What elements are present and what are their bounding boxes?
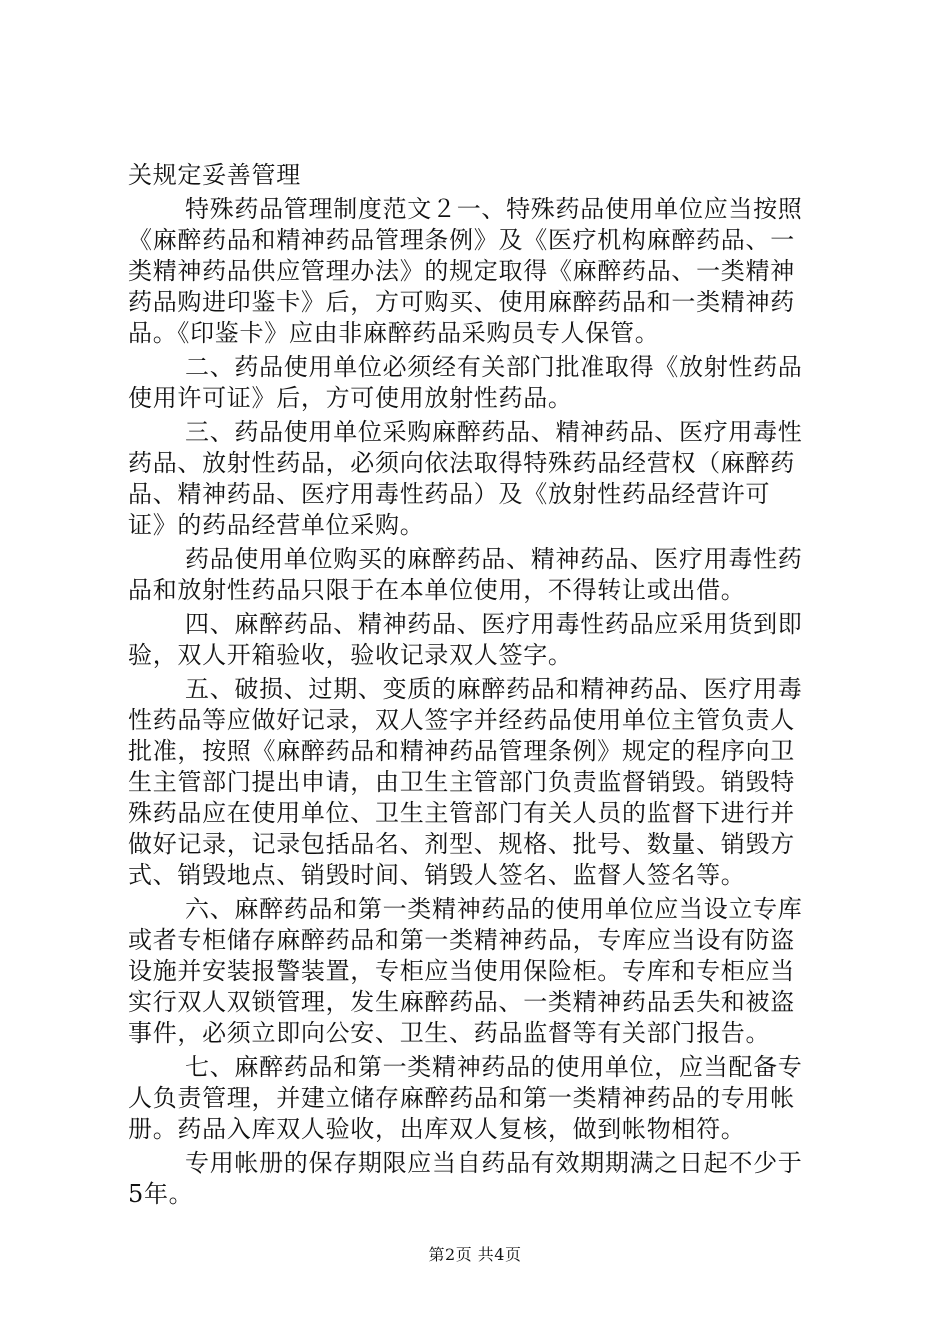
- text-line: 证》的药品经营单位采购。: [128, 511, 425, 539]
- text-line: 使用许可证》后，方可使用放射性药品。: [128, 384, 573, 412]
- text-line: 六、麻醉药品和第一类精神药品的使用单位应当设立专库: [185, 895, 803, 923]
- text-line: 人负责管理，并建立储存麻醉药品和第一类精神药品的专用帐: [128, 1084, 795, 1112]
- text-line: 品、精神药品、医疗用毒性药品）及《放射性药品经营许可: [128, 480, 771, 508]
- paragraph-0: [128, 160, 834, 191]
- text-line: 二、药品使用单位必须经有关部门批准取得《放射性药品: [185, 353, 803, 381]
- text-line: 批准，按照《麻醉药品和精神药品管理条例》规定的程序向卫: [128, 737, 795, 765]
- paragraph-1: [128, 194, 834, 349]
- text-line: 式、销毁地点、销毁时间、销毁人签名、监督人签名等。: [128, 861, 746, 889]
- text-line: 验，双人开箱验收，验收记录双人签字。: [128, 641, 573, 669]
- text-line: 5年。: [128, 1180, 194, 1208]
- text-line: 七、麻醉药品和第一类精神药品的使用单位，应当配备专: [185, 1053, 803, 1081]
- text-line: 类精神药品供应管理办法》的规定取得《麻醉药品、一类精神: [128, 257, 795, 285]
- text-line: 生主管部门提出申请，由卫生主管部门负责监督销毁。销毁特: [128, 768, 795, 796]
- text-line: 专用帐册的保存期限应当自药品有效期期满之日起不少于: [185, 1149, 803, 1177]
- paragraph-5: [128, 609, 834, 671]
- text-line: 性药品等应做好记录，双人签字并经药品使用单位主管负责人: [128, 706, 795, 734]
- text-line: 品。《印鉴卡》应由非麻醉药品采购员专人保管。: [128, 319, 660, 347]
- text-line: 或者专柜储存麻醉药品和第一类精神药品，专库应当设有防盗: [128, 926, 795, 954]
- text-line: 做好记录，记录包括品名、剂型、规格、批号、数量、销毁方: [128, 830, 795, 858]
- text-line: 册。药品入库双人验收，出库双人复核，做到帐物相符。: [128, 1115, 746, 1143]
- text-line: 特殊药品管理制度范文２一、特殊药品使用单位应当按照: [185, 195, 803, 223]
- text-line: 四、麻醉药品、精神药品、医疗用毒性药品应采用货到即: [185, 610, 803, 638]
- paragraph-7: [128, 894, 834, 1049]
- paragraph-6: [128, 674, 834, 891]
- paragraph-9: [128, 1148, 834, 1210]
- page-number-footer: 第2页 共4页: [428, 1245, 522, 1264]
- text-line: 品和放射性药品只限于在本单位使用，不得转让或出借。: [128, 576, 746, 604]
- text-line: 药品使用单位购买的麻醉药品、精神药品、医疗用毒性药: [185, 545, 803, 573]
- text-line: 实行双人双锁管理，发生麻醉药品、一类精神药品丢失和被盗: [128, 988, 795, 1016]
- paragraph-8: [128, 1052, 834, 1145]
- document-body: [128, 160, 834, 1213]
- paragraph-3: [128, 417, 834, 541]
- paragraph-4: [128, 544, 834, 606]
- text-line: 设施并安装报警装置，专柜应当使用保险柜。专库和专柜应当: [128, 957, 795, 985]
- text-line: 殊药品应在使用单位、卫生主管部门有关人员的监督下进行并: [128, 799, 795, 827]
- text-line: 药品购进印鉴卡》后，方可购买、使用麻醉药品和一类精神药: [128, 288, 795, 316]
- text-line: 三、药品使用单位采购麻醉药品、精神药品、医疗用毒性: [185, 418, 803, 446]
- text-line: 事件，必须立即向公安、卫生、药品监督等有关部门报告。: [128, 1019, 771, 1047]
- text-line: 关规定妥善管理: [128, 161, 301, 189]
- text-line: 五、破损、过期、变质的麻醉药品和精神药品、医疗用毒: [185, 675, 803, 703]
- paragraph-2: [128, 352, 834, 414]
- text-line: 药品、放射性药品，必须向依法取得特殊药品经营权（麻醉药: [128, 449, 795, 477]
- text-line: 《麻醉药品和精神药品管理条例》及《医疗机构麻醉药品、一: [128, 226, 795, 254]
